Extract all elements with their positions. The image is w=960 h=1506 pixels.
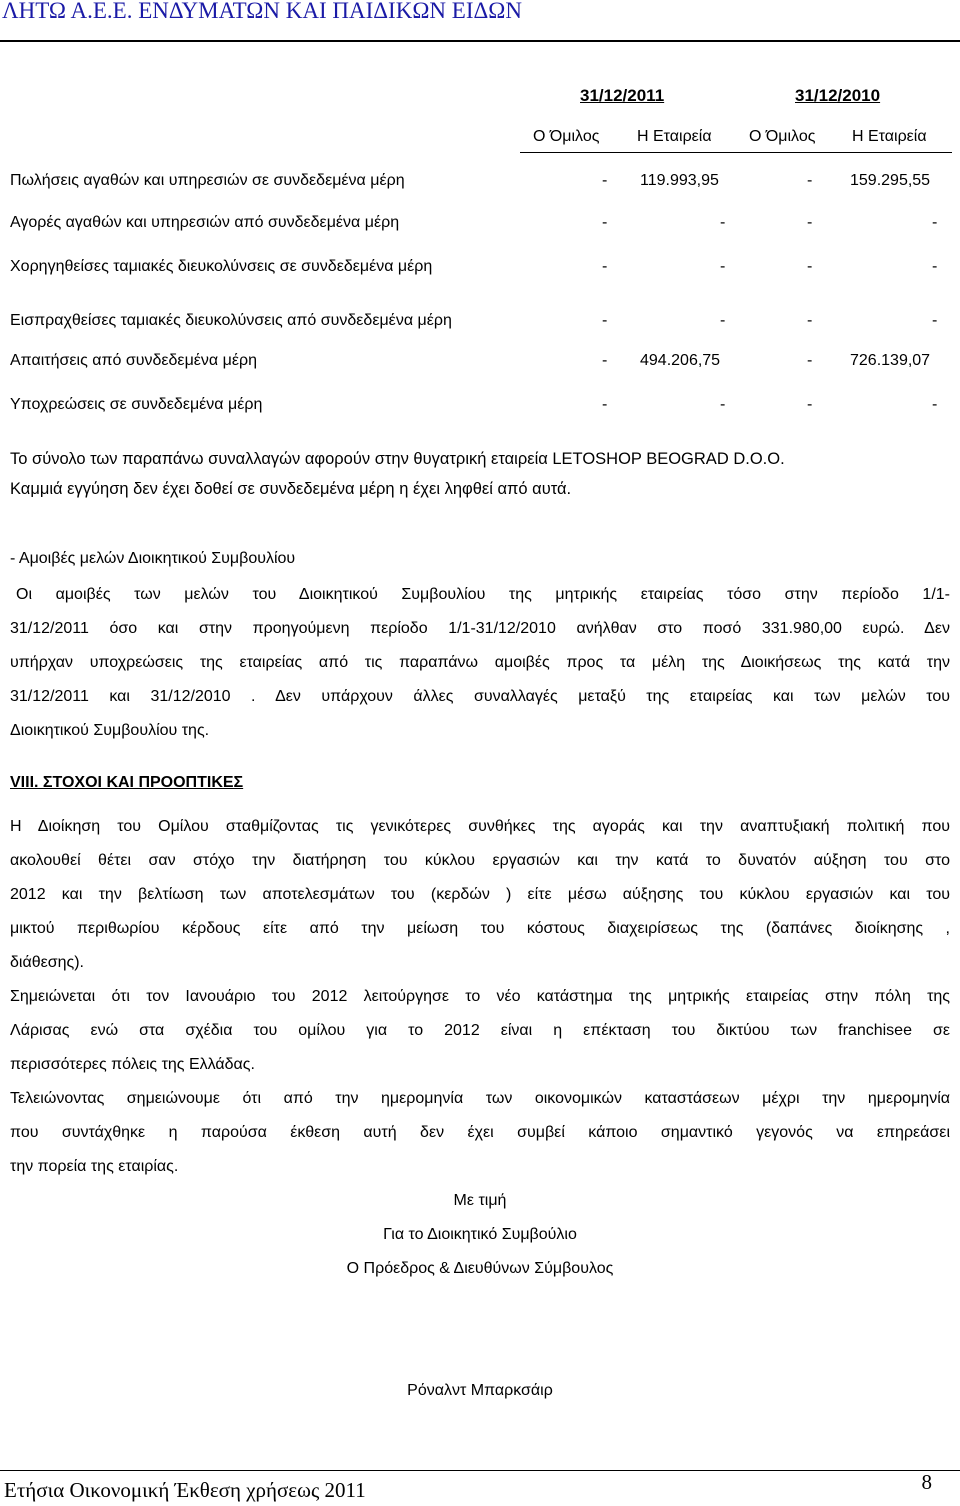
signature-role: Ο Πρόεδρος & Διευθύνων Σύμβουλος [346,1260,614,1277]
row-label: Πωλήσεις αγαθών και υπηρεσιών σε συνδεδεμένα μέρη [10,172,405,189]
note-guarantee: Καμμιά εγγύηση δεν έχει δοθεί σε συνδεδεμένα μέρη η έχει ληφθεί από αυτά. [10,480,572,498]
year-2011: 31/12/2011 [580,86,665,105]
cell: - [720,396,726,413]
cell: 726.139,07 [850,352,931,369]
cell: - [807,172,813,189]
cell: 494.206,75 [640,352,721,369]
col-company-2011: Η Εταιρεία [637,128,712,145]
paragraph-line: που συντάχθηκε η παρούσα έκθεση αυτή δεν έχει συμβεί κάποιο σημαντικό γεγονός να επηρεάσει [10,1124,950,1141]
paragraph-line: 2012 και την βελτίωση των αποτελεσμάτων του (κερδών ) είτε μέσω αύξησης του κύκλου εργασιών και του [10,886,950,903]
note-subsidiary: Το σύνολο των παραπάνω συναλλαγών αφορούν στην θυγατρική εταιρεία LETOSHOP BEOGRAD D.O.O. [10,450,785,468]
paragraph-line: Η Διοίκηση του Ομίλου σταθμίζοντας τις γενικότερες συνθήκες της αγοράς και την αναπτυξιακή πολιτική που [10,818,950,835]
page-number: 8 [921,1470,932,1494]
signature-name: Ρόναλντ Μπαρκσάιρ [407,1382,553,1399]
cell: - [932,214,938,231]
paragraph-line: Διοικητικού Συμβουλίου της. [10,722,210,739]
paragraph-line: Οι αμοιβές των μελών του Διοικητικού Συμβουλίου της μητρικής εταιρείας τόσο στην περίοδο 1/1- [16,586,950,603]
table-row [10,396,950,418]
paragraph-line: 31/12/2011 και 31/12/2010 . Δεν υπάρχουν άλλες συναλλαγές μεταξύ της εταιρείας και των μελών του [10,688,950,705]
col-company-2010: Η Εταιρεία [852,128,927,145]
cell: - [932,258,938,275]
cell: - [720,312,726,329]
cell: - [602,312,608,329]
paragraph-line: περισσότερες πόλεις της Ελλάδας. [10,1056,255,1073]
table-row [10,352,950,374]
table-row [10,214,950,236]
cell: - [602,352,608,369]
cell: - [602,172,608,189]
page-header [0,0,960,42]
row-label: Εισπραχθείσες ταμιακές διευκολύνσεις από συνδεδεμένα μέρη [10,312,452,329]
cell: - [807,352,813,369]
cell: - [602,396,608,413]
signature-regards: Με τιμή [453,1192,507,1209]
cell: - [807,312,813,329]
section-title: VIII. ΣΤΟΧΟΙ ΚΑΙ ΠΡΟΟΠΤΙΚΕΣ [10,774,244,791]
table-row [10,312,950,334]
goals-paragraph [10,810,950,980]
row-label: Χορηγηθείσες ταμιακές διευκολύνσεις σε συνδεδεμένα μέρη [10,258,433,275]
table-row [10,258,950,280]
company-title: ΛΗΤΩ Α.Ε.Ε. ΕΝΔΥΜΑΤΩΝ ΚΑΙ ΠΑΙΔΙΚΩΝ ΕΙΔΩΝ [2,0,522,23]
row-label: Αγορές αγαθών και υπηρεσιών από συνδεδεμένα μέρη [10,214,400,231]
cell: - [602,258,608,275]
signature-for-board: Για το Διοικητικό Συμβούλιο [383,1226,577,1243]
cell: - [807,214,813,231]
row-label: Υποχρεώσεις σε συνδεδεμένα μέρη [10,396,263,413]
header-rule [520,152,952,153]
cell: - [807,396,813,413]
table-row [10,172,950,194]
board-heading: - Αμοιβές μελών Διοικητικού Συμβουλίου [10,550,296,567]
paragraph-line: διάθεσης). [10,954,84,971]
cell: - [602,214,608,231]
cell: 159.295,55 [850,172,931,189]
paragraph-line: Λάρισας ενώ στα σχέδια του ομίλου για το 2012 είναι η επέκταση του δικτύου των franchisee σε [10,1022,950,1039]
col-group-2011: Ο Όμιλος [533,128,600,145]
cell: 119.993,95 [640,172,719,189]
cell: - [720,214,726,231]
board-paragraph [10,578,950,748]
store-paragraph [10,980,950,1082]
closing-paragraph [10,1082,950,1184]
paragraph-line: Τελειώνοντας σημειώνουμε ότι από την ημερομηνία των οικονομικών καταστάσεων μέχρι την ημερομηνία [10,1090,950,1107]
row-label: Απαιτήσεις από συνδεδεμένα μέρη [10,352,257,369]
paragraph-line: την πορεία της εταιρίας. [10,1158,179,1175]
footer-rule [0,1470,960,1471]
year-2010: 31/12/2010 [795,86,881,105]
footer-title: Ετήσια Οικονομική Έκθεση χρήσεως 2011 [4,1478,366,1502]
cell: - [932,312,938,329]
paragraph-line: 31/12/2011 όσο και στην προηγούμενη περίοδο 1/1-31/12/2010 ανήλθαν στο ποσό 331.980,00 ευρώ. Δεν [10,620,950,637]
cell: - [932,396,938,413]
paragraph-line: Σημειώνεται ότι τον Ιανουάριο του 2012 λειτούργησε το νέο κατάστημα της μητρικής εταιρείας στην πόλη της [10,988,950,1005]
cell: - [720,258,726,275]
col-group-2010: Ο Όμιλος [749,128,816,145]
cell: - [807,258,813,275]
paragraph-line: ακολουθεί θέτει σαν στόχο την διατήρηση του κύκλου εργασιών και την κατά το δυνατόν αύξηση του στο [10,852,950,869]
paragraph-line: υπήρχαν υποχρεώσεις της εταιρείας από τις παραπάνω αμοιβές προς τα μέλη της Διοικήσεως της κατά την [10,654,950,671]
paragraph-line: μικτού περιθωρίου κέρδους είτε από την μείωση του κόστους διαχειρίσεως της (δαπάνες διοίκησης , [10,920,950,937]
